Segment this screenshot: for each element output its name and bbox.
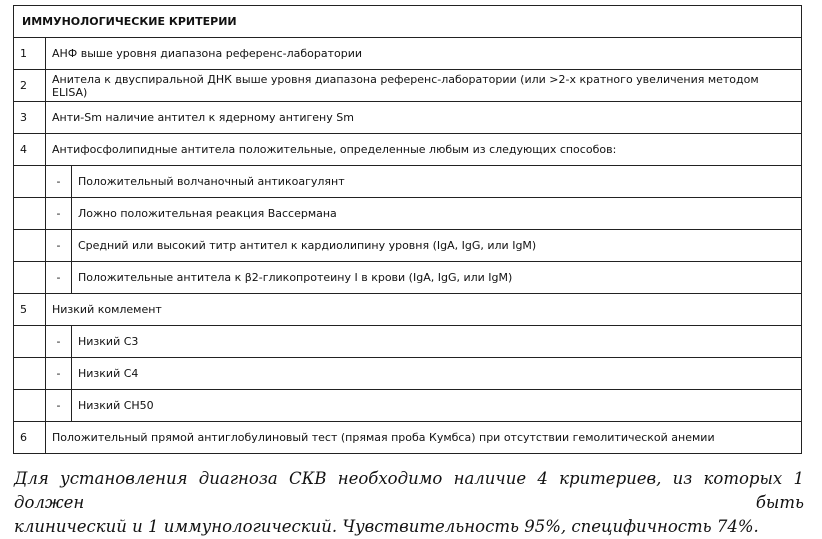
row-dash: - <box>46 166 72 198</box>
row-text: Положительные антитела к β2-гликопротеину I в крови (IgA, IgG, или IgM) <box>72 262 802 294</box>
diagnosis-note <box>14 467 804 539</box>
table-row <box>14 294 802 326</box>
table-header-row <box>14 6 802 38</box>
row-text: Антифосфолипидные антитела положительные, определенные любым из следующих способов: <box>46 134 802 166</box>
row-dash: - <box>46 262 72 294</box>
table-subrow <box>14 358 802 390</box>
row-text: Низкий СН50 <box>72 390 802 422</box>
table-row <box>14 422 802 454</box>
table-subrow <box>14 198 802 230</box>
empty-cell <box>14 326 46 358</box>
empty-cell <box>14 262 46 294</box>
row-text: Средний или высокий титр антител к кардиолипину уровня (IgA, IgG, или IgM) <box>72 230 802 262</box>
row-text: Низкий С3 <box>72 326 802 358</box>
row-text: Анти-Sm наличие антител к ядерному антигену Sm <box>46 102 802 134</box>
note-line-2: клинический и 1 иммунологический. Чувствительность 95%, специфичность 74%. <box>14 517 759 536</box>
empty-cell <box>14 390 46 422</box>
row-text: Ложно положительная реакция Вассермана <box>72 198 802 230</box>
row-dash: - <box>46 198 72 230</box>
row-text: Положительный волчаночный антикоагулянт <box>72 166 802 198</box>
row-dash: - <box>46 326 72 358</box>
immunological-criteria-table <box>13 5 802 454</box>
empty-cell <box>14 166 46 198</box>
row-dash: - <box>46 390 72 422</box>
empty-cell <box>14 198 46 230</box>
row-number: 2 <box>14 70 46 102</box>
empty-cell <box>14 230 46 262</box>
row-dash: - <box>46 358 72 390</box>
row-text: Низкий С4 <box>72 358 802 390</box>
table-header: ИММУНОЛОГИЧЕСКИЕ КРИТЕРИИ <box>14 6 802 38</box>
table-row <box>14 134 802 166</box>
row-text: Анитела к двуспиральной ДНК выше уровня диапазона референс-лаборатории (или >2-х кратного увеличения методом ELISA) <box>46 70 802 102</box>
table-subrow <box>14 326 802 358</box>
note-line-1: Для установления диагноза СКВ необходимо наличие 4 критериев, из которых 1 должен быть <box>14 469 804 512</box>
row-number: 4 <box>14 134 46 166</box>
row-number: 5 <box>14 294 46 326</box>
table-subrow <box>14 230 802 262</box>
table-row <box>14 38 802 70</box>
table-subrow <box>14 166 802 198</box>
row-dash: - <box>46 230 72 262</box>
row-number: 1 <box>14 38 46 70</box>
table-subrow <box>14 390 802 422</box>
table-row <box>14 102 802 134</box>
row-text: Положительный прямой антиглобулиновый тест (прямая проба Кумбса) при отсутствии гемолитической анемии <box>46 422 802 454</box>
row-number: 3 <box>14 102 46 134</box>
empty-cell <box>14 358 46 390</box>
row-text: АНФ выше уровня диапазона референс-лаборатории <box>46 38 802 70</box>
row-text: Низкий комлемент <box>46 294 802 326</box>
row-number: 6 <box>14 422 46 454</box>
table-subrow <box>14 262 802 294</box>
table-row <box>14 70 802 102</box>
